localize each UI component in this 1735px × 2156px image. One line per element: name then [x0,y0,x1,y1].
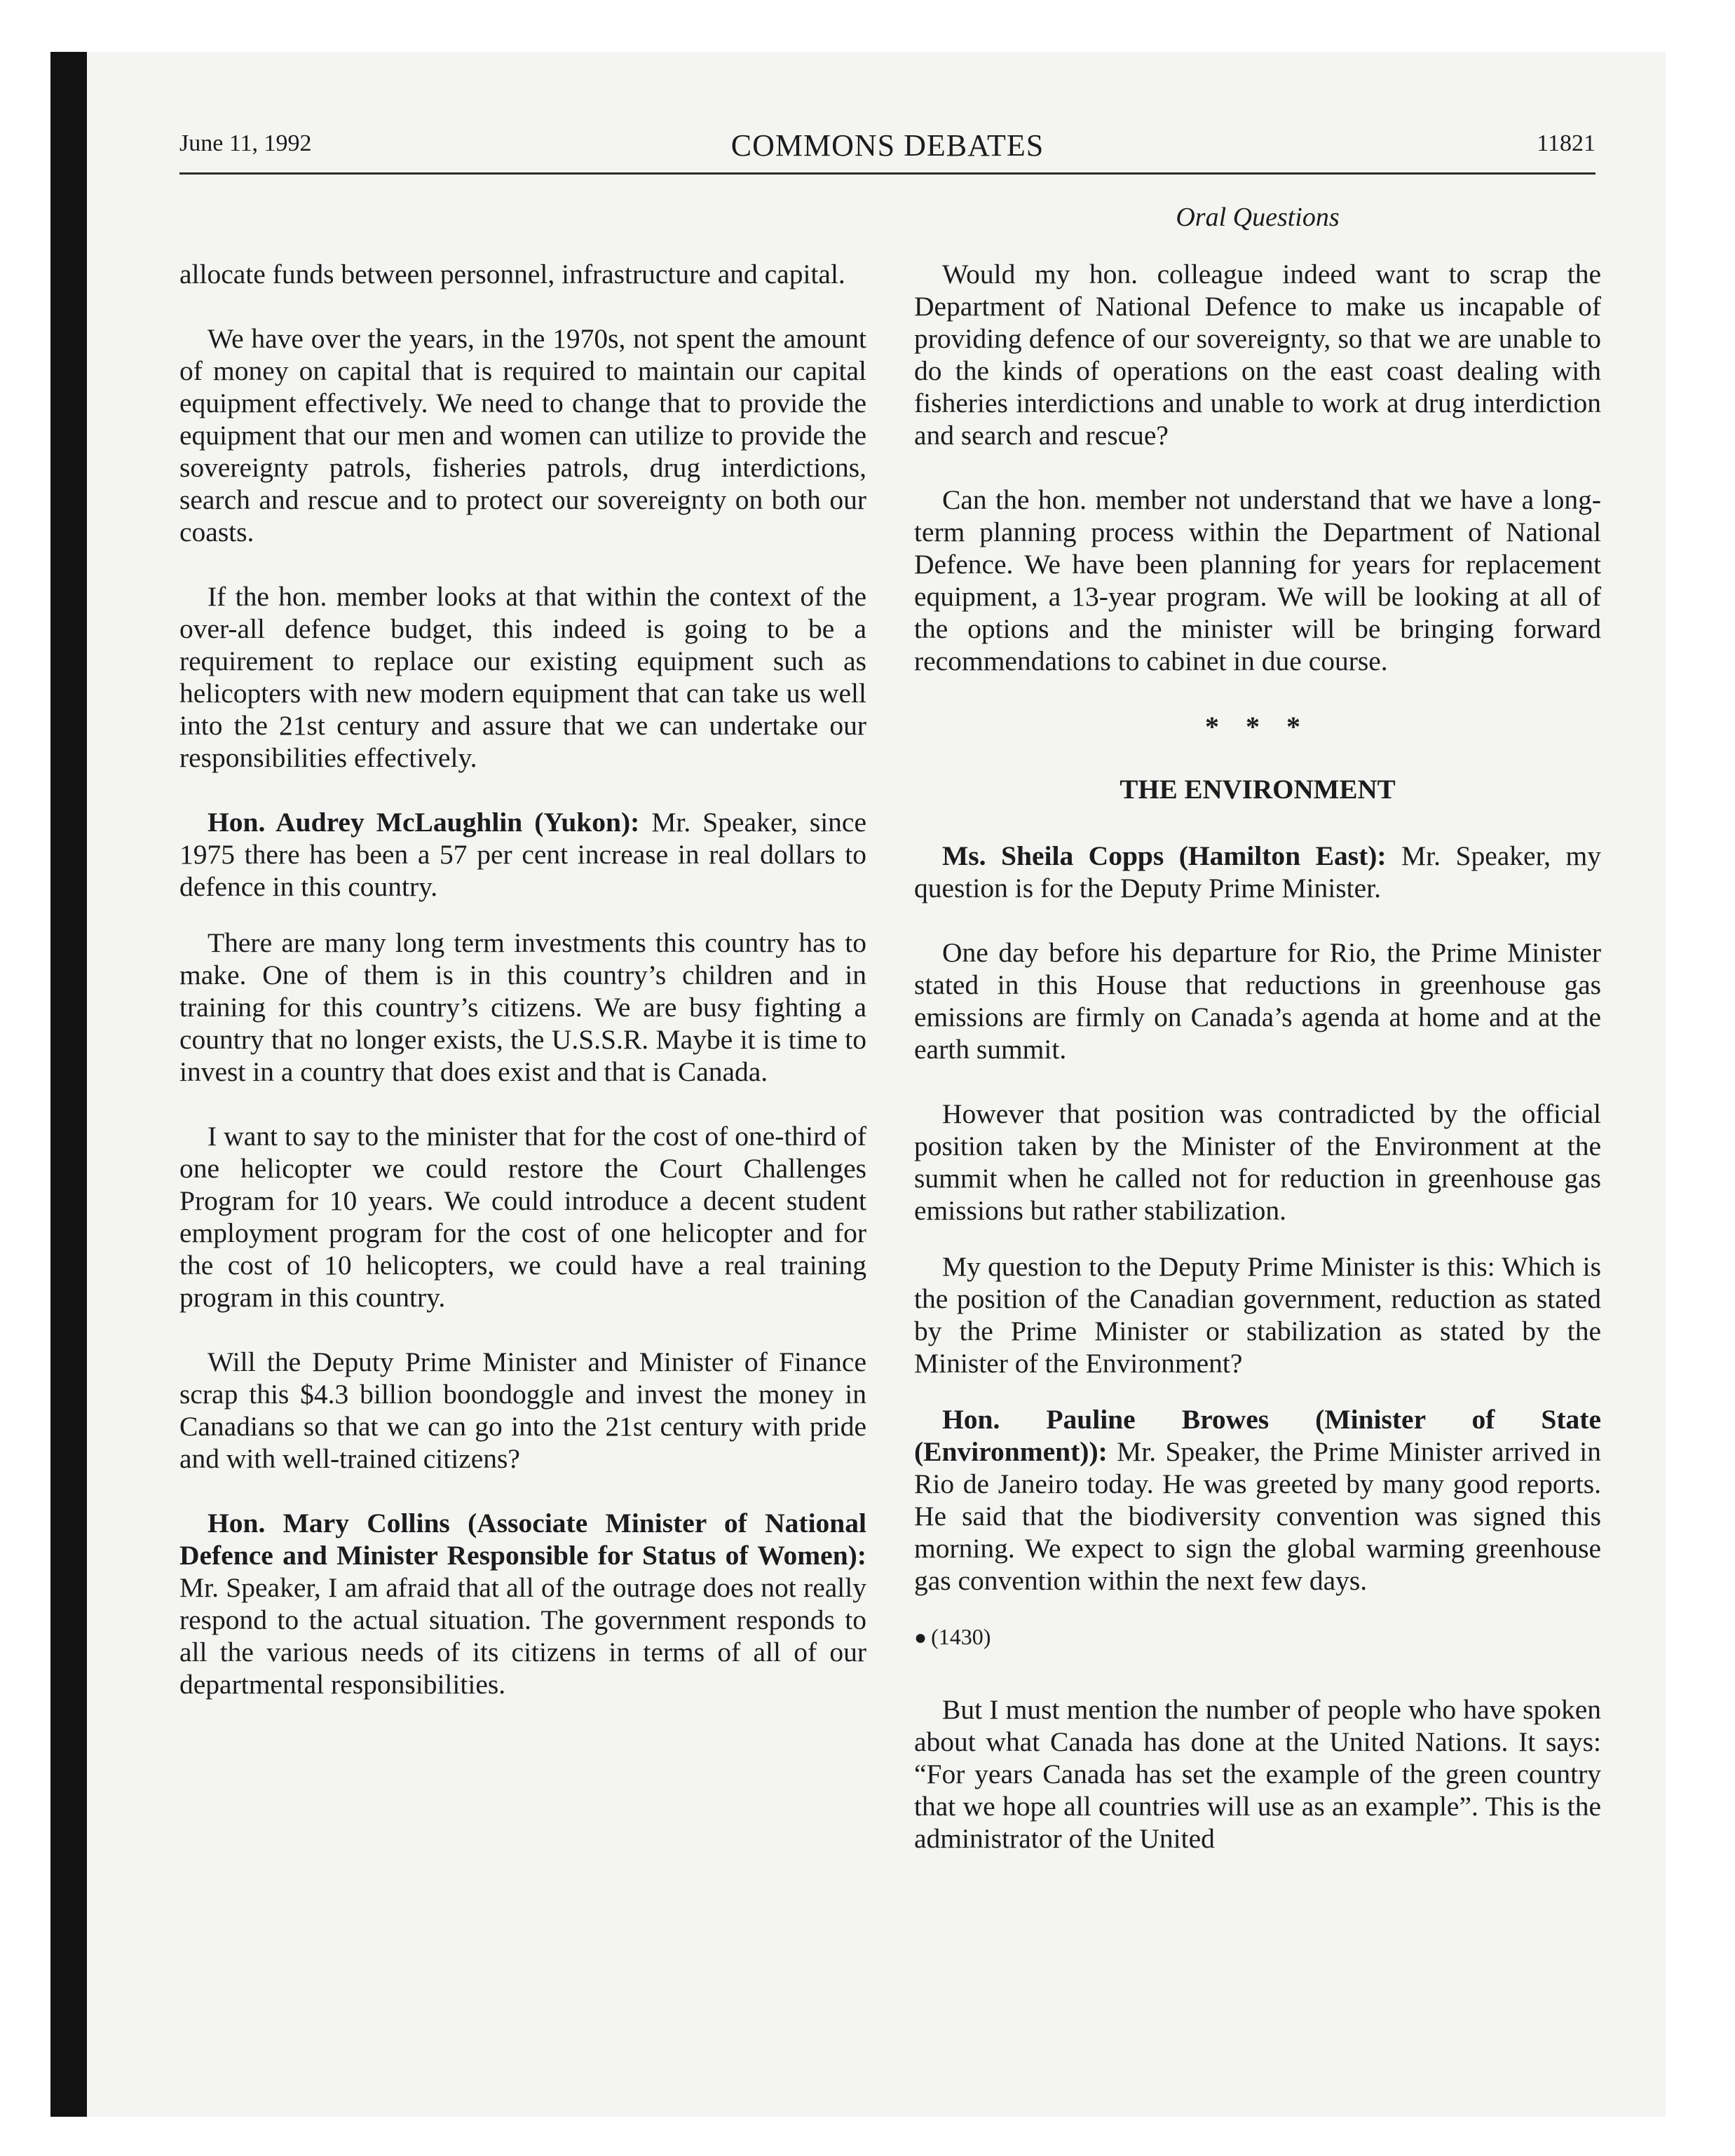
paragraph: Can the hon. member not understand that we have a long-term planning process within the Department of National Defence. We have been planning for years for replacement equipment, a 13-year program. We will be looking at all of the options and the minister will be bringing forward recommendations to cabinet in due course. [914,484,1601,676]
right-column [914,258,1601,1887]
speech-paragraph [914,1403,1601,1597]
speaker-name: Hon. Mary Collins (Associate Minister of National Defence and Minister Responsible for Status of Women): [179,1508,866,1571]
section-separator: * * * [1205,711,1310,742]
speaker-name: Ms. Sheila Copps (Hamilton East): [942,840,1387,871]
section-heading: THE ENVIRONMENT [1120,775,1396,805]
speech-text: Mr. Speaker, I am afraid that all of the outrage does not really respond to the actual situation. The government responds to all the various needs of its citizens in terms of all of our departmental responsibilities. [179,1572,866,1700]
paragraph: Will the Deputy Prime Minister and Minister of Finance scrap this $4.3 billion boondoggle and invest the money in Canadians so that we can go into the 21st century with pride and with well-trained citizens? [179,1346,866,1474]
speaker-name: Hon. Pauline Browes (Minister of State (Environment)): [914,1404,1601,1467]
paragraph: If the hon. member looks at that within the context of the over-all defence budget, this indeed is going to be a requirement to replace our existing equipment such as helicopters with new modern equipment that can take us well into the 21st century and assure that we can undertake our responsibilities effectively. [179,581,866,773]
paragraph: I want to say to the minister that for the cost of one-third of one helicopter we could restore the Court Challenges Program for 10 years. We could introduce a decent student employment program for the cost of one helicopter and for the cost of 10 helicopters, we could have a real training program in this country. [179,1121,866,1313]
speech-paragraph [914,840,1601,904]
binding-shadow [50,52,87,2117]
paragraph: But I must mention the number of people who have spoken about what Canada has done at the United Nations. It says: “For years Canada has set the example of the green country that we hope all countries will use as an example”. This is the administrator of the United [914,1694,1601,1854]
paragraph: My question to the Deputy Prime Minister is this: Which is the position of the Canadian government, reduction as stated by the Prime Minister or stabilization as stated by the Minister of the Environment? [914,1251,1601,1379]
left-column [179,258,866,1733]
speech-paragraph [179,806,866,903]
speech-text: Mr. Speaker, the Prime Minister arrived in Rio de Janeiro today. He was greeted by many good reports. He said that the biodiversity convention was signed this morning. We expect to sign the global warming greenhouse gas convention within the next few days. [914,1436,1601,1596]
bullet-icon: ● [914,1626,927,1649]
time-marker [914,1621,1601,1654]
paragraph: Would my hon. colleague indeed want to scrap the Department of National Defence to make us incapable of providing defence of our sovereignty, so that we are unable to do the kinds of operations on the east coast dealing with fisheries interdictions and unable to work at drug interdiction and search and rescue? [914,259,1601,451]
paragraph: There are many long term investments this country has to make. One of them is in this country’s children and in training for this country’s citizens. We are busy fighting a country that no longer exists, the U.S.S.R. Maybe it is time to invest in a country that does exist and that is Canada. [179,927,866,1087]
header-page-number: 11821 [1537,130,1595,156]
page-header [179,128,1595,175]
speech-text: Mr. Speaker, my question is for the Deputy Prime Minister. [914,840,1601,903]
speaker-name: Hon. Audrey McLaughlin (Yukon): [207,807,640,838]
speech-text: Mr. Speaker, since 1975 there has been a 57 per cent increase in real dollars to defence in this country. [179,807,866,902]
paragraph: However that position was contradicted by the official position taken by the Minister of the Environment at the summit when he called not for reduction in greenhouse gas emissions but rather stabilization. [914,1098,1601,1226]
paragraph: One day before his departure for Rio, the Prime Minister stated in this House that reductions in greenhouse gas emissions are firmly on Canada’s agenda at home and at the earth summit. [914,937,1601,1065]
header-date: June 11, 1992 [179,130,312,156]
header-title: COMMONS DEBATES [730,128,1045,163]
speech-paragraph [179,1507,866,1700]
section-tag: Oral Questions [1176,203,1340,232]
paragraph: We have over the years, in the 1970s, not spent the amount of money on capital that is required to maintain our capital equipment effectively. We need to change that to provide the equipment that our men and women can utilize to provide the sovereignty patrols, fisheries patrols, drug interdictions, search and rescue and to protect our sovereignty on both our coasts. [179,323,866,547]
time-marker-text: (1430) [931,1624,991,1649]
paragraph: allocate funds between personnel, infrastructure and capital. [179,259,845,289]
